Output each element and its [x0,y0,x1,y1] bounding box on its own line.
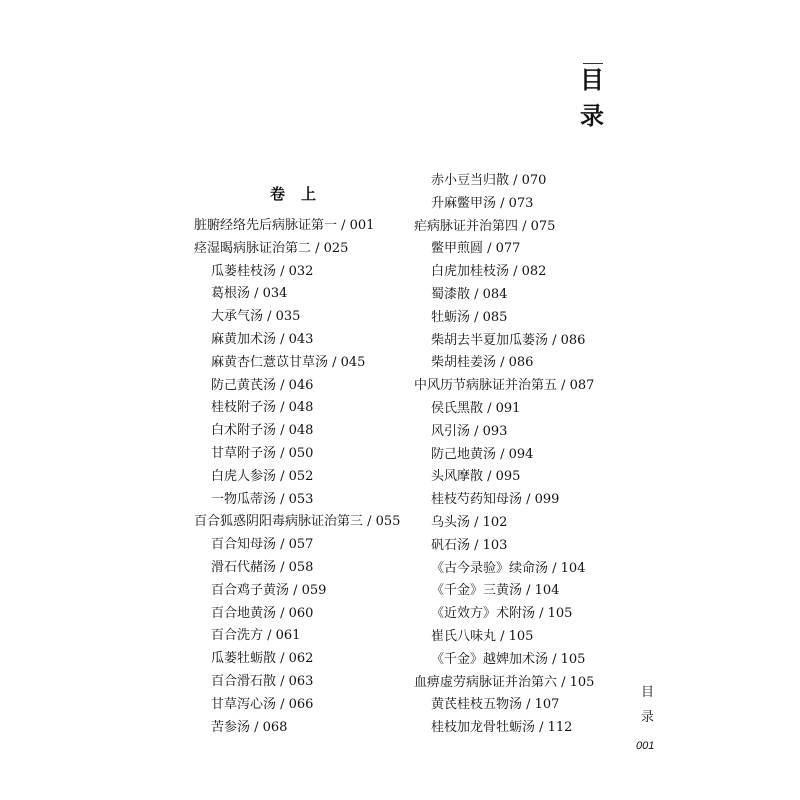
toc-formula-entry: 百合滑石散 / 063 [211,673,314,689]
toc-right-column [414,170,624,740]
toc-chapter-entry: 百合狐惑阴阳毒病脉证治第三 / 055 [194,514,401,530]
toc-chapter-entry: 脏腑经络先后病脉证第一 / 001 [194,218,375,233]
toc-formula-entry: 头风摩散 / 095 [431,469,521,485]
page-title-char-2: 录 [580,101,604,130]
toc-formula-entry: 鳖甲煎圆 / 077 [431,241,521,257]
toc-formula-entry: 白虎人参汤 / 052 [211,468,314,484]
toc-chapter-entry: 痉湿暍病脉证治第二 / 025 [194,240,349,256]
volume-heading: 卷上 [270,185,333,203]
toc-formula-entry: 百合知母汤 / 057 [211,537,314,553]
toc-formula-entry: 百合鸡子黄汤 / 059 [211,582,327,598]
toc-formula-entry: 赤小豆当归散 / 070 [431,173,547,188]
toc-formula-entry: 风引汤 / 093 [431,423,508,439]
side-label-char-2: 录 [641,710,655,725]
toc-formula-entry: 乌头汤 / 102 [431,514,508,530]
toc-formula-entry: 防己黄芪汤 / 046 [211,377,314,393]
toc-formula-entry: 桂枝加龙骨牡蛎汤 / 112 [431,720,573,736]
toc-formula-entry: 瓜蒌桂枝汤 / 032 [211,263,314,279]
page-title-char-1: 目 [580,65,604,94]
toc-formula-entry: 矾石汤 / 103 [431,537,508,553]
toc-formula-entry: 百合洗方 / 061 [211,628,301,644]
toc-formula-entry: 桂枝芍药知母汤 / 099 [431,492,560,508]
toc-formula-entry: 滑石代赭汤 / 058 [211,559,314,575]
toc-formula-entry: 侯氏黑散 / 091 [431,400,521,416]
toc-formula-entry: 葛根汤 / 034 [211,286,288,302]
toc-left-column [194,215,414,739]
toc-formula-entry: 麻黄杏仁薏苡甘草汤 / 045 [211,354,366,370]
toc-formula-entry: 防己地黄汤 / 094 [431,446,534,462]
toc-formula-entry: 桂枝附子汤 / 048 [211,400,314,416]
toc-formula-entry: 柴胡桂姜汤 / 086 [431,355,534,371]
toc-formula-entry: 《近效方》术附汤 / 105 [431,606,573,622]
toc-formula-entry: 牡蛎汤 / 085 [431,309,508,325]
toc-formula-entry: 甘草附子汤 / 050 [211,445,314,461]
page-number: 001 [636,740,655,752]
toc-formula-entry: 苦参汤 / 068 [211,719,288,735]
toc-formula-entry: 甘草泻心汤 / 066 [211,696,314,712]
toc-formula-entry: 瓜蒌牡蛎散 / 062 [211,651,314,667]
toc-formula-entry: 白术附子汤 / 048 [211,423,314,439]
toc-formula-entry: 一物瓜蒂汤 / 053 [211,491,314,507]
toc-formula-entry: 百合地黄汤 / 060 [211,605,314,621]
toc-formula-entry: 《千金》三黄汤 / 104 [431,583,560,599]
toc-formula-entry: 黄芪桂枝五物汤 / 107 [431,697,560,713]
toc-formula-entry: 柴胡去半夏加瓜蒌汤 / 086 [431,332,586,348]
toc-formula-entry: 崔氏八味丸 / 105 [431,628,534,644]
side-label-char-1: 目 [641,685,655,700]
title-rule [583,63,603,64]
toc-formula-entry: 大承气汤 / 035 [211,309,301,325]
toc-chapter-entry: 血痹虚劳病脉证并治第六 / 105 [414,674,595,690]
toc-chapter-entry: 疟病脉证并治第四 / 075 [414,218,556,234]
toc-formula-entry: 升麻鳖甲汤 / 073 [431,195,534,211]
toc-formula-entry: 《古今录验》续命汤 / 104 [431,560,586,576]
toc-formula-entry: 麻黄加术汤 / 043 [211,331,314,347]
toc-formula-entry: 蜀漆散 / 084 [431,286,508,302]
toc-formula-entry: 白虎加桂枝汤 / 082 [431,264,547,280]
toc-formula-entry: 《千金》越婢加术汤 / 105 [431,651,586,667]
toc-chapter-entry: 中风历节病脉证并治第五 / 087 [414,378,595,394]
